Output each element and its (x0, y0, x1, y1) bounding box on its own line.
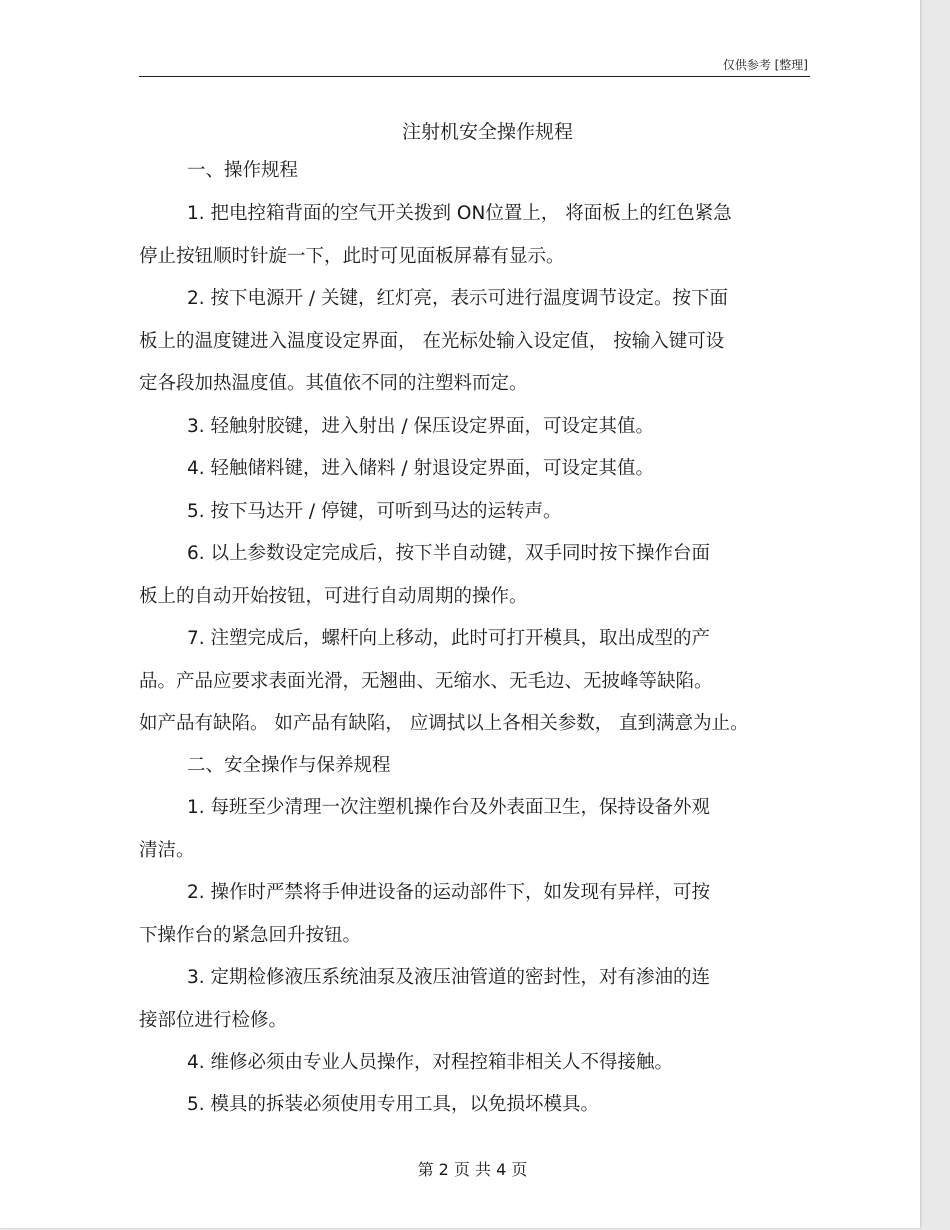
body-text-line: 如产品有缺陷。 如产品有缺陷， 应调拭以上各相关参数， 直到满意为止。 (139, 713, 749, 734)
body-text-line: 3. 轻触射胶键，进入射出 / 保压设定界面，可设定其值。 (187, 416, 655, 437)
body-text-line: 定各段加热温度值。其值依不同的注塑料而定。 (139, 373, 528, 394)
body-text-line: 5. 按下马达开 / 停键，可听到马达的运转声。 (187, 501, 562, 522)
body-text-line: 停止按钮顺时针旋一下，此时可见面板屏幕有显示。 (139, 246, 565, 267)
header-note: 仅供参考 [整理] (722, 58, 808, 72)
body-text-line: 1. 把电控箱背面的空气开关拨到 ON位置上， 将面板上的红色紧急 (187, 203, 732, 224)
body-text-line: 3. 定期检修液压系统油泵及液压油管道的密封性，对有渗油的连 (187, 967, 711, 988)
body-text-line: 一、操作规程 (187, 160, 299, 181)
body-text-line: 二、安全操作与保养规程 (187, 755, 391, 776)
document-title: 注射机安全操作规程 (401, 121, 573, 143)
body-text-line: 5. 模具的拆装必须使用专用工具，以免损坏模具。 (187, 1094, 600, 1115)
body-text-line: 板上的温度键进入温度设定界面， 在光标处输入设定值， 按输入键可设 (139, 331, 725, 352)
page-number: 第 2 页 共 4 页 (417, 1160, 528, 1179)
body-text-line: 下操作台的紧急回升按钮。 (139, 925, 362, 946)
body-text-line: 4. 轻触储料键，进入储料 / 射退设定界面，可设定其值。 (187, 458, 655, 479)
body-text-line: 板上的自动开始按钮，可进行自动周期的操作。 (139, 586, 528, 607)
body-text-line: 接部位进行检修。 (139, 1010, 288, 1031)
body-text-line: 清洁。 (139, 840, 195, 861)
body-text-line: 6. 以上参数设定完成后，按下半自动键，双手同时按下操作台面 (187, 543, 711, 564)
body-text-line: 2. 操作时严禁将手伸进设备的运动部件下，如发现有异样，可按 (187, 882, 711, 903)
body-text-line: 1. 每班至少清理一次注塑机操作台及外表面卫生，保持设备外观 (187, 797, 711, 818)
header-divider (139, 76, 810, 77)
body-text-line: 4. 维修必须由专业人员操作，对程控箱非相关人不得接触。 (187, 1052, 674, 1073)
body-text-line: 7. 注塑完成后，螺杆向上移动，此时可打开模具，取出成型的产 (187, 628, 711, 649)
body-text-line: 品。产品应要求表面光滑，无翘曲、无缩水、无毛边、无披峰等缺陷。 (139, 671, 713, 692)
body-text-line: 2. 按下电源开 / 关键，红灯亮，表示可进行温度调节设定。按下面 (187, 288, 729, 309)
